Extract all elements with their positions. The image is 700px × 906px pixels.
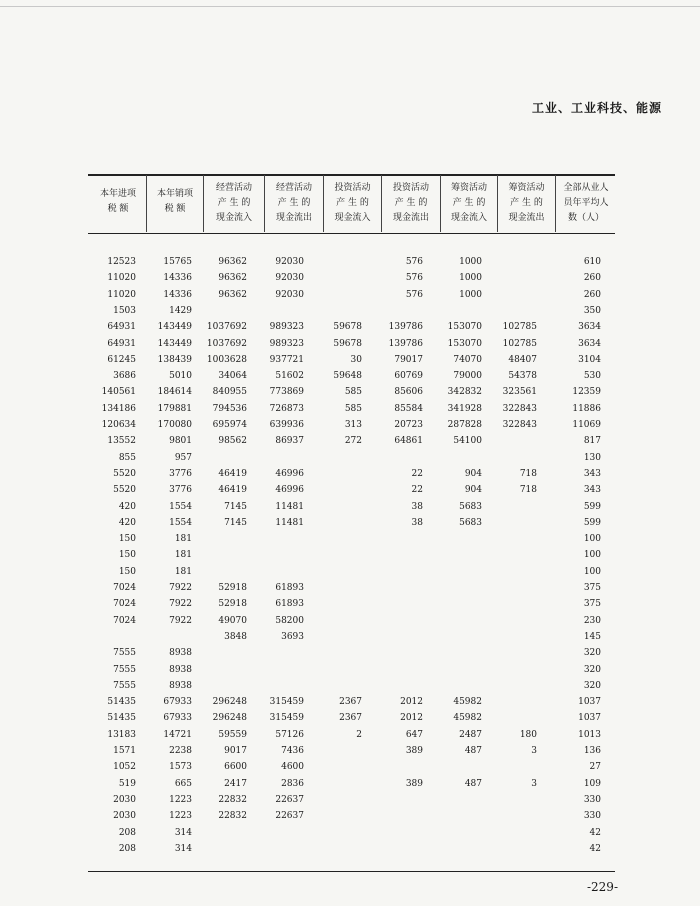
table-row bbox=[0, 270, 700, 286]
table-cell: 184614 bbox=[157, 387, 192, 398]
table-cell: 181 bbox=[174, 550, 192, 561]
table-cell: 60769 bbox=[394, 371, 423, 382]
table-cell: 143449 bbox=[157, 322, 192, 333]
table-cell: 320 bbox=[583, 680, 601, 691]
table-cell: 7555 bbox=[113, 680, 136, 691]
table-cell: 342832 bbox=[447, 387, 482, 398]
table-cell: 1037 bbox=[578, 697, 601, 708]
table-cell: 85606 bbox=[394, 387, 423, 398]
table-row bbox=[0, 482, 700, 498]
table-cell: 904 bbox=[464, 485, 482, 496]
table-cell: 138439 bbox=[157, 354, 192, 365]
table-cell: 15765 bbox=[163, 257, 192, 267]
table-cell: 3634 bbox=[578, 338, 601, 349]
table-cell: 1037 bbox=[578, 713, 601, 724]
table-cell: 7145 bbox=[224, 501, 247, 512]
table-cell: 180 bbox=[519, 729, 537, 740]
table-cell: 79000 bbox=[453, 371, 482, 382]
table-row bbox=[0, 743, 700, 759]
table-cell: 3848 bbox=[224, 631, 247, 642]
table-row bbox=[0, 776, 700, 792]
column-header-avg-employees: 全部从业人 员年平均人 数（人） bbox=[563, 183, 609, 223]
table-cell: 8938 bbox=[169, 664, 192, 675]
table-cell: 530 bbox=[583, 371, 601, 382]
table-cell: 139786 bbox=[388, 338, 423, 349]
table-cell: 1503 bbox=[113, 305, 136, 316]
table-cell: 2836 bbox=[281, 778, 304, 789]
table-cell: 102785 bbox=[502, 322, 537, 333]
table-row bbox=[0, 401, 700, 417]
table-cell: 100 bbox=[583, 566, 601, 577]
table-cell: 341928 bbox=[447, 403, 482, 414]
table-row bbox=[0, 759, 700, 775]
table-cell: 343 bbox=[583, 468, 601, 479]
table-cell: 375 bbox=[583, 599, 601, 610]
table-cell: 330 bbox=[583, 811, 601, 822]
table-row bbox=[0, 841, 700, 857]
table-cell: 64931 bbox=[107, 338, 136, 349]
table-cell: 1037692 bbox=[206, 322, 247, 333]
table-cell: 46419 bbox=[218, 468, 247, 479]
table-cell: 519 bbox=[118, 778, 136, 789]
table-cell: 2367 bbox=[339, 713, 362, 724]
table-cell: 315459 bbox=[269, 713, 304, 724]
table-cell: 817 bbox=[583, 436, 601, 447]
page-number: -229- bbox=[586, 880, 618, 894]
table-cell: 3686 bbox=[113, 371, 136, 382]
table-cell: 34064 bbox=[218, 371, 247, 382]
table-cell: 6600 bbox=[224, 762, 247, 773]
table-cell: 639936 bbox=[269, 420, 304, 430]
table-cell: 61245 bbox=[107, 354, 136, 365]
table-cell: 3693 bbox=[281, 631, 304, 642]
column-header-financing-inflow: 筹资活动 产 生 的 现金流入 bbox=[450, 183, 487, 223]
table-cell: 45982 bbox=[453, 713, 482, 724]
table-cell: 13552 bbox=[107, 436, 136, 447]
table-row bbox=[0, 629, 700, 645]
table-row bbox=[0, 613, 700, 629]
table-cell: 296248 bbox=[212, 713, 247, 724]
table-cell: 1052 bbox=[113, 762, 136, 773]
table-cell: 2417 bbox=[224, 778, 247, 789]
table-cell: 599 bbox=[583, 517, 601, 528]
table-row bbox=[0, 287, 700, 303]
table-cell: 5520 bbox=[113, 485, 136, 496]
table-cell: 208 bbox=[118, 843, 136, 854]
table-cell: 67933 bbox=[163, 713, 192, 724]
table-cell: 143449 bbox=[157, 338, 192, 349]
column-header-operating-inflow: 经营活动 产 生 的 现金流入 bbox=[215, 183, 252, 223]
table-cell: 22832 bbox=[218, 811, 247, 822]
table-cell: 1003628 bbox=[206, 354, 247, 365]
table-row bbox=[0, 564, 700, 580]
table-cell: 14721 bbox=[163, 729, 192, 740]
table-row bbox=[0, 596, 700, 612]
scan-top-edge bbox=[0, 6, 700, 7]
table-cell: 49070 bbox=[218, 615, 247, 626]
table-cell: 98562 bbox=[218, 436, 247, 447]
table-cell: 64861 bbox=[394, 436, 423, 447]
table-row bbox=[0, 662, 700, 678]
table-cell: 208 bbox=[118, 827, 136, 838]
table-cell: 287828 bbox=[447, 420, 482, 430]
table-cell: 487 bbox=[464, 746, 482, 756]
table-cell: 7024 bbox=[113, 583, 136, 593]
table-cell: 1000 bbox=[459, 273, 482, 284]
table-cell: 296248 bbox=[212, 697, 247, 708]
table-cell: 96362 bbox=[218, 273, 247, 284]
table-cell: 718 bbox=[519, 468, 537, 479]
table-cell: 7436 bbox=[281, 746, 304, 756]
table-cell: 840955 bbox=[212, 387, 247, 398]
table-row bbox=[0, 547, 700, 563]
table-cell: 42 bbox=[589, 827, 601, 838]
table-cell: 22 bbox=[411, 468, 423, 479]
table-cell: 86937 bbox=[275, 436, 304, 447]
table-cell: 14336 bbox=[163, 273, 192, 284]
table-cell: 389 bbox=[405, 778, 423, 789]
column-header-input-tax: 本年进项 税 额 bbox=[99, 189, 136, 214]
table-cell: 139786 bbox=[388, 322, 423, 333]
table-cell: 67933 bbox=[163, 697, 192, 708]
table-cell: 272 bbox=[344, 436, 362, 447]
table-cell: 1037692 bbox=[206, 338, 247, 349]
table-cell: 181 bbox=[174, 534, 192, 545]
table-cell: 153070 bbox=[447, 322, 482, 333]
table-cell: 585 bbox=[344, 403, 362, 414]
table-cell: 170080 bbox=[157, 420, 192, 430]
table-cell: 7024 bbox=[113, 615, 136, 626]
table-row bbox=[0, 531, 700, 547]
table-cell: 576 bbox=[405, 257, 423, 267]
table-cell: 181 bbox=[174, 566, 192, 577]
table-row bbox=[0, 580, 700, 596]
table-cell: 576 bbox=[405, 289, 423, 300]
table-cell: 937721 bbox=[269, 354, 304, 365]
table-cell: 58200 bbox=[275, 615, 304, 626]
table-cell: 260 bbox=[583, 273, 601, 284]
column-header-operating-outflow: 经营活动 产 生 的 现金流出 bbox=[275, 183, 312, 223]
table-cell: 100 bbox=[583, 534, 601, 545]
table-cell: 179881 bbox=[157, 403, 192, 414]
table-cell: 1000 bbox=[459, 257, 482, 267]
table-cell: 150 bbox=[118, 534, 136, 545]
table-row bbox=[0, 466, 700, 482]
table-cell: 22832 bbox=[218, 794, 247, 805]
table-cell: 9801 bbox=[169, 436, 192, 447]
table-cell: 52918 bbox=[218, 599, 247, 610]
table-cell: 9017 bbox=[224, 746, 247, 756]
table-row bbox=[0, 825, 700, 841]
table-cell: 27 bbox=[589, 762, 601, 773]
table-cell: 51602 bbox=[275, 371, 304, 382]
table-cell: 150 bbox=[118, 550, 136, 561]
table-cell: 2 bbox=[356, 729, 362, 740]
table-cell: 904 bbox=[464, 468, 482, 479]
table-cell: 5683 bbox=[459, 501, 482, 512]
table-cell: 576 bbox=[405, 273, 423, 284]
table-cell: 74070 bbox=[453, 354, 482, 365]
table-cell: 647 bbox=[405, 729, 423, 740]
table-row bbox=[0, 499, 700, 515]
table-cell: 3104 bbox=[578, 354, 601, 365]
table-cell: 145 bbox=[583, 631, 601, 642]
table-cell: 46996 bbox=[275, 468, 304, 479]
table-cell: 11020 bbox=[107, 289, 136, 300]
table-cell: 322843 bbox=[502, 420, 537, 430]
table-cell: 102785 bbox=[502, 338, 537, 349]
table-cell: 1571 bbox=[113, 746, 136, 756]
table-cell: 420 bbox=[118, 501, 136, 512]
table-cell: 855 bbox=[118, 452, 136, 463]
table-cell: 1573 bbox=[169, 762, 192, 773]
table-cell: 1223 bbox=[169, 794, 192, 805]
table-row bbox=[0, 515, 700, 531]
table-cell: 96362 bbox=[218, 289, 247, 300]
table-cell: 11886 bbox=[572, 403, 601, 414]
table-cell: 989323 bbox=[269, 338, 304, 349]
table-cell: 1223 bbox=[169, 811, 192, 822]
table-cell: 7555 bbox=[113, 664, 136, 675]
table-cell: 22637 bbox=[275, 811, 304, 822]
table-cell: 134186 bbox=[101, 403, 136, 414]
table-row bbox=[0, 694, 700, 710]
table-cell: 100 bbox=[583, 550, 601, 561]
table-row bbox=[0, 336, 700, 352]
table-cell: 665 bbox=[174, 778, 192, 789]
table-cell: 30 bbox=[350, 354, 362, 365]
table-cell: 42 bbox=[589, 843, 601, 854]
table-cell: 11069 bbox=[572, 420, 601, 430]
column-header-financing-outflow: 筹资活动 产 生 的 现金流出 bbox=[508, 183, 545, 223]
column-header-output-tax: 本年销项 税 额 bbox=[156, 189, 193, 214]
table-cell: 2030 bbox=[113, 811, 136, 822]
table-cell: 48407 bbox=[508, 354, 537, 365]
table-cell: 957 bbox=[174, 452, 192, 463]
table-cell: 79017 bbox=[394, 354, 423, 365]
table-cell: 3634 bbox=[578, 322, 601, 333]
table-cell: 313 bbox=[344, 420, 362, 430]
table-cell: 343 bbox=[583, 485, 601, 496]
table-cell: 989323 bbox=[269, 322, 304, 333]
table-cell: 350 bbox=[583, 305, 601, 316]
table-cell: 315459 bbox=[269, 697, 304, 708]
table-cell: 46996 bbox=[275, 485, 304, 496]
table-cell: 38 bbox=[411, 501, 423, 512]
table-cell: 2030 bbox=[113, 794, 136, 805]
table-cell: 59648 bbox=[333, 371, 362, 382]
table-row bbox=[0, 368, 700, 384]
table-cell: 2012 bbox=[400, 713, 423, 724]
table-cell: 20723 bbox=[394, 420, 423, 430]
table-cell: 3 bbox=[531, 746, 537, 756]
table-cell: 136 bbox=[583, 746, 601, 756]
table-cell: 8938 bbox=[169, 648, 192, 659]
table-cell: 585 bbox=[344, 387, 362, 398]
table-cell: 57126 bbox=[275, 729, 304, 740]
table-cell: 487 bbox=[464, 778, 482, 789]
table-cell: 45982 bbox=[453, 697, 482, 708]
table-cell: 794536 bbox=[212, 403, 247, 414]
table-row bbox=[0, 678, 700, 694]
table-cell: 51435 bbox=[107, 713, 136, 724]
table-cell: 11481 bbox=[275, 517, 304, 528]
table-cell: 314 bbox=[174, 843, 192, 854]
table-cell: 13183 bbox=[107, 729, 136, 740]
table-cell: 11481 bbox=[275, 501, 304, 512]
table-cell: 54100 bbox=[453, 436, 482, 447]
header-bottom-rule bbox=[88, 233, 615, 234]
table-cell: 1554 bbox=[169, 501, 192, 512]
table-cell: 85584 bbox=[394, 403, 423, 414]
table-cell: 320 bbox=[583, 648, 601, 659]
table-row bbox=[0, 450, 700, 466]
table-cell: 2487 bbox=[459, 729, 482, 740]
table-cell: 330 bbox=[583, 794, 601, 805]
table-cell: 260 bbox=[583, 289, 601, 300]
table-cell: 3 bbox=[531, 778, 537, 789]
table-cell: 46419 bbox=[218, 485, 247, 496]
table-cell: 7922 bbox=[169, 583, 192, 593]
table-cell: 322843 bbox=[502, 403, 537, 414]
table-cell: 1013 bbox=[578, 729, 601, 740]
table-cell: 140561 bbox=[101, 387, 136, 398]
table-row bbox=[0, 727, 700, 743]
table-cell: 96362 bbox=[218, 257, 247, 267]
table-cell: 375 bbox=[583, 583, 601, 593]
table-cell: 610 bbox=[583, 257, 601, 267]
table-cell: 323561 bbox=[502, 387, 537, 398]
table-row bbox=[0, 319, 700, 335]
table-cell: 12359 bbox=[572, 387, 601, 398]
table-cell: 59678 bbox=[333, 322, 362, 333]
table-cell: 92030 bbox=[275, 273, 304, 284]
table-cell: 7145 bbox=[224, 517, 247, 528]
table-cell: 420 bbox=[118, 517, 136, 528]
table-cell: 695974 bbox=[212, 420, 247, 430]
table-row bbox=[0, 645, 700, 661]
table-cell: 773869 bbox=[269, 387, 304, 398]
table-row bbox=[0, 417, 700, 433]
table-cell: 8938 bbox=[169, 680, 192, 691]
table-cell: 5683 bbox=[459, 517, 482, 528]
table-cell: 52918 bbox=[218, 583, 247, 593]
table-cell: 38 bbox=[411, 517, 423, 528]
table-cell: 11020 bbox=[107, 273, 136, 284]
table-cell: 599 bbox=[583, 501, 601, 512]
table-row bbox=[0, 352, 700, 368]
table-row bbox=[0, 303, 700, 319]
table-cell: 59678 bbox=[333, 338, 362, 349]
table-cell: 7922 bbox=[169, 615, 192, 626]
table-cell: 314 bbox=[174, 827, 192, 838]
table-cell: 61893 bbox=[275, 599, 304, 610]
table-cell: 92030 bbox=[275, 257, 304, 267]
table-cell: 64931 bbox=[107, 322, 136, 333]
table-cell: 59559 bbox=[218, 729, 247, 740]
table-cell: 61893 bbox=[275, 583, 304, 593]
table-cell: 153070 bbox=[447, 338, 482, 349]
table-row bbox=[0, 254, 700, 270]
table-cell: 320 bbox=[583, 664, 601, 675]
table-cell: 22 bbox=[411, 485, 423, 496]
table-cell: 51435 bbox=[107, 697, 136, 708]
table-row bbox=[0, 710, 700, 726]
table-cell: 12523 bbox=[107, 257, 136, 267]
table-cell: 4600 bbox=[281, 762, 304, 773]
table-cell: 54378 bbox=[508, 371, 537, 382]
table-cell: 389 bbox=[405, 746, 423, 756]
table-cell: 3776 bbox=[169, 485, 192, 496]
table-row bbox=[0, 808, 700, 824]
table-cell: 7555 bbox=[113, 648, 136, 659]
table-cell: 2367 bbox=[339, 697, 362, 708]
table-cell: 1000 bbox=[459, 289, 482, 300]
table-cell: 718 bbox=[519, 485, 537, 496]
footer-rule bbox=[88, 871, 615, 872]
table-cell: 92030 bbox=[275, 289, 304, 300]
table-cell: 14336 bbox=[163, 289, 192, 300]
table-cell: 3776 bbox=[169, 468, 192, 479]
table-cell: 5520 bbox=[113, 468, 136, 479]
column-header-investing-inflow: 投资活动 产 生 的 现金流入 bbox=[334, 183, 371, 223]
table-row bbox=[0, 433, 700, 449]
table-cell: 2012 bbox=[400, 697, 423, 708]
table-row bbox=[0, 384, 700, 400]
table-cell: 109 bbox=[583, 778, 601, 789]
column-header-investing-outflow: 投资活动 产 生 的 现金流出 bbox=[392, 183, 429, 223]
table-cell: 230 bbox=[583, 615, 601, 626]
table-cell: 150 bbox=[118, 566, 136, 577]
section-title: 工业、工业科技、能源 bbox=[531, 101, 662, 115]
table-cell: 130 bbox=[583, 452, 601, 463]
table-cell: 120634 bbox=[101, 420, 136, 430]
table-cell: 7024 bbox=[113, 599, 136, 610]
table-cell: 7922 bbox=[169, 599, 192, 610]
table-cell: 1554 bbox=[169, 517, 192, 528]
table-cell: 726873 bbox=[269, 403, 304, 414]
table-cell: 5010 bbox=[169, 371, 192, 382]
table-cell: 1429 bbox=[169, 305, 192, 316]
table-top-rule bbox=[88, 174, 615, 176]
table-cell: 2238 bbox=[169, 746, 192, 756]
table-cell: 22637 bbox=[275, 794, 304, 805]
table-row bbox=[0, 792, 700, 808]
